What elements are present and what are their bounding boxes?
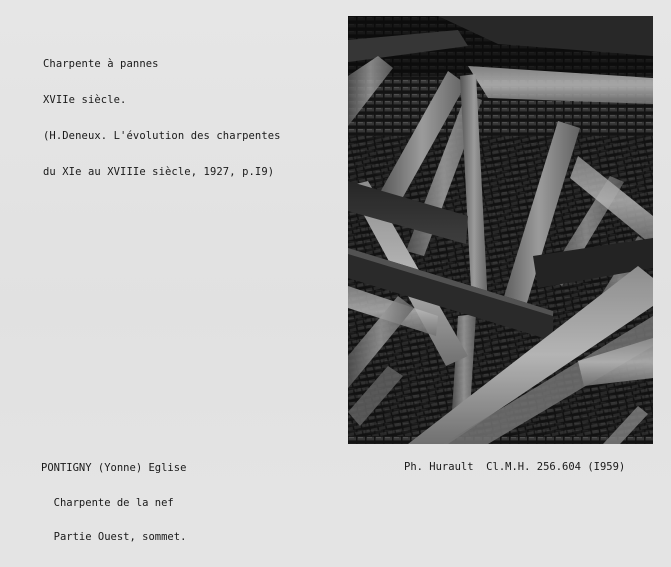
location-subject: Charpente de la nef <box>41 496 174 509</box>
location-caption <box>41 440 186 567</box>
location-name: PONTIGNY (Yonne) Eglise <box>41 462 187 474</box>
caption-reference-cont: du XIe au XVIIIe siècle, 1927, p.I9) <box>43 166 275 178</box>
caption-title: Charpente à pannes <box>43 58 159 70</box>
caption-reference: (H.Deneux. L'évolution des charpentes <box>43 130 281 142</box>
caption-century: XVIIe siècle. <box>43 94 127 106</box>
title-caption <box>43 34 281 202</box>
roof-truss-photograph <box>348 16 653 444</box>
location-part: Partie Ouest, sommet. <box>41 531 187 543</box>
photo-drawing <box>348 16 653 444</box>
photo-credit: Ph. Hurault Cl.M.H. 256.604 (I959) <box>404 461 626 473</box>
